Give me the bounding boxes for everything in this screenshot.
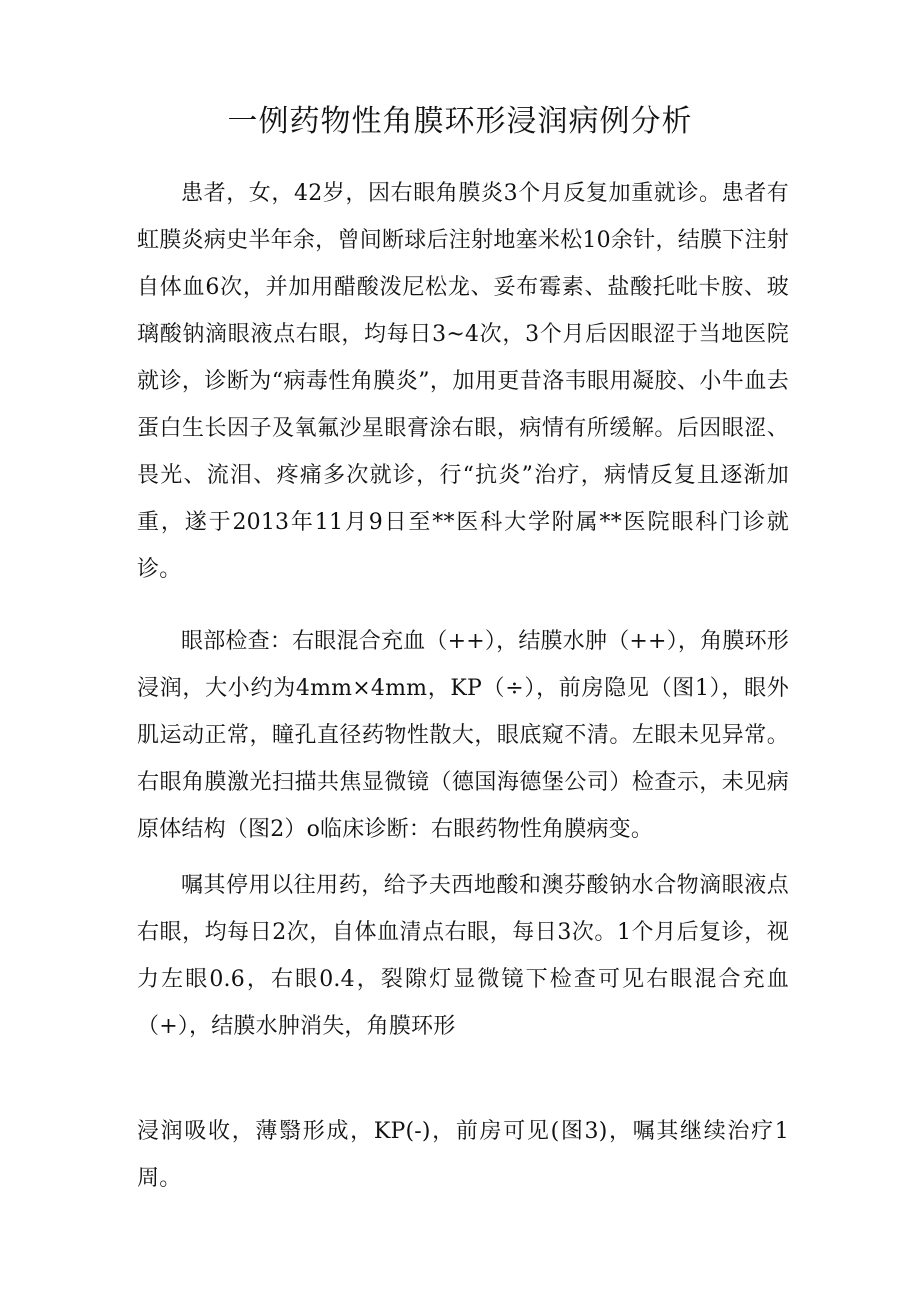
paragraph-examination: 眼部检查：右眼混合充血（++），结膜水肿（++），角膜环形浸润，大小约为4mm×4mm，KP（÷），前房隐见（图1），眼外肌运动正常，瞳孔直径药物性散大，眼底窥不清。左眼未见异常。右眼角膜激光扫描共焦显微镜（德国海德堡公司）检查示，未见病原体结构（图2）o临床诊断：右眼药物性角膜病变。	[137, 629, 789, 842]
document-title: 一例药物性角膜环形浸润病例分析	[227, 104, 693, 139]
paragraph-followup: 浸润吸收，薄翳形成，KP(-)，前房可见(图3)，嘱其继续治疗1周。	[137, 1119, 789, 1191]
paragraph-history: 患者，女，42岁，因右眼角膜炎3个月反复加重就诊。患者有虹膜炎病史半年余，曾间断球后注射地塞米松10余针，结膜下注射自体血6次，并加用醋酸泼尼松龙、妥布霉素、盐酸托吡卡胺、玻璃酸钠滴眼液点右眼，均每日3~4次，3个月后因眼涩于当地医院就诊，诊断为“病毒性角膜炎”，加用更昔洛韦眼用凝胶、小牛血去蛋白生长因子及氧氟沙星眼膏涂右眼，病情有所缓解。后因眼涩、畏光、流泪、疼痛多次就诊，行“抗炎”治疗，病情反复且逐渐加重，遂于2013年11月9日至**医科大学附属**医院眼科门诊就诊。	[137, 181, 789, 582]
paragraph-treatment: 嘱其停用以往用药，给予夫西地酸和澳芬酸钠水合物滴眼液点右眼，均每日2次，自体血清点右眼，每日3次。1个月后复诊，视力左眼0.6，右眼0.4，裂隙灯显微镜下检查可见右眼混合充血（+），结膜水肿消失，角膜环形	[137, 873, 789, 1039]
